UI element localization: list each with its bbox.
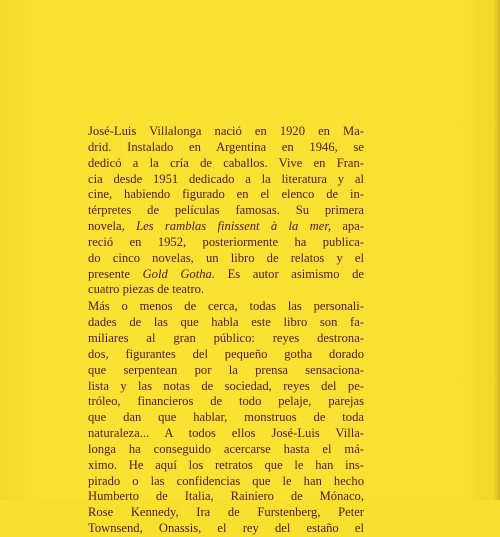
book-title: Gold Gotha. bbox=[142, 266, 215, 281]
cover-blurb bbox=[88, 124, 364, 537]
blurb-line: dades de las que habla este libro son fa- bbox=[88, 315, 364, 330]
novel-title: Les ramblas finissent à la mer, bbox=[136, 219, 331, 234]
blurb-line: dedicó a la cría de caballos. Vive en Fran- bbox=[88, 155, 364, 170]
blurb-line: José-Luis Villalonga nació en 1920 en Ma- bbox=[88, 124, 364, 138]
blurb-line-with-title bbox=[88, 267, 364, 283]
blurb-line: dos, figurantes del pequeño gotha dorado bbox=[88, 346, 364, 361]
blurb-line: ximo. He aquí los retratos que le han ins- bbox=[88, 457, 364, 472]
blurb-line: térpretes de películas famosas. Su primera bbox=[88, 203, 364, 218]
blurb-line-with-title bbox=[88, 219, 364, 235]
blurb-line: cine, habiendo figurado en el elenco de in- bbox=[88, 187, 364, 202]
blurb-line: do cinco novelas, un libro de relatos y el bbox=[88, 250, 364, 265]
blurb-text: Es autor asimismo de bbox=[227, 266, 364, 281]
blurb-line: pirado o las confidencias que le han hecho bbox=[88, 473, 364, 488]
blurb-line: Rose Kennedy, Ira de Furstenberg, Peter bbox=[88, 505, 364, 520]
blurb-line: Más o menos de cerca, todas las personali- bbox=[88, 299, 364, 314]
blurb-line: naturaleza... A todos ellos José-Luis Villa- bbox=[88, 426, 364, 441]
blurb-line: que serpentean por la prensa sensaciona- bbox=[88, 362, 364, 377]
blurb-line: Townsend, Onassis, el rey del estaño el bbox=[88, 521, 364, 536]
blurb-line: longa ha conseguido acercarse hasta el má- bbox=[88, 441, 364, 456]
blurb-line: cuatro piezas de teatro. bbox=[88, 282, 205, 297]
blurb-line: miliares al gran público: reyes destrona- bbox=[88, 330, 364, 345]
blurb-line: cia desde 1951 dedicado a la literatura y al bbox=[88, 171, 364, 186]
blurb-text: presente bbox=[88, 266, 130, 281]
blurb-line: reció en 1952, posteriormente ha publica- bbox=[88, 234, 364, 249]
blurb-line: Humberto de Italia, Rainiero de Mónaco, bbox=[88, 489, 364, 504]
blurb-line: lista y las notas de sociedad, reyes del pe- bbox=[88, 378, 364, 393]
blurb-line: que dan que hablar, monstruos de toda bbox=[88, 410, 364, 425]
blurb-line: tróleo, financieros de todo pelaje, parejas bbox=[88, 394, 364, 409]
blurb-text: apa- bbox=[342, 219, 364, 234]
blurb-text: novela, bbox=[88, 219, 125, 234]
blurb-line: drid. Instalado en Argentina en 1946, se bbox=[88, 139, 364, 154]
